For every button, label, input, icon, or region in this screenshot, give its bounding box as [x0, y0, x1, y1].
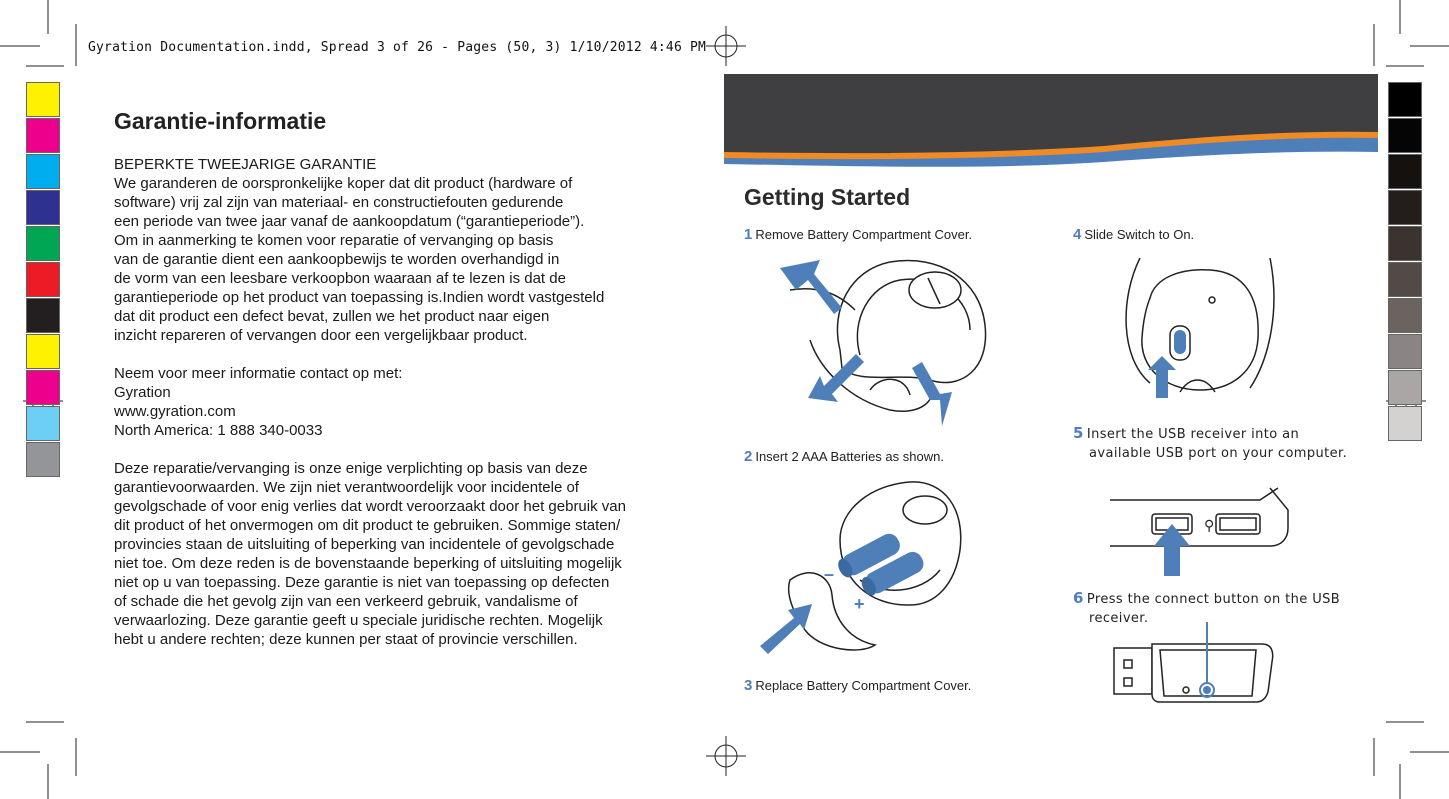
- print-slug: Gyration Documentation.indd, Spread 3 of 26 - Pages (50, 3) 1/10/2012 4:46 PM: [88, 40, 707, 55]
- color-swatch: [1388, 298, 1422, 333]
- text-line: hebt u andere rechten; deze kunnen per staat of provincie verschillen.: [114, 631, 578, 648]
- warranty-title: Garantie-informatie: [114, 108, 327, 134]
- registration-mark-top: [706, 26, 746, 66]
- color-swatch: [1388, 262, 1422, 297]
- step-5: [1073, 424, 1347, 463]
- color-swatch: [26, 262, 60, 297]
- step-number: 6: [1073, 589, 1084, 607]
- text-line: Gyration: [114, 384, 171, 401]
- text-line: We garanderen de oorspronkelijke koper dat dit product (hardware of: [114, 175, 573, 192]
- text-line: of schade die het gevolg zijn van een verkeerd gebruik, vandalisme of: [114, 593, 578, 610]
- slide-switch-illustration: [1120, 258, 1280, 398]
- step-text: Insert 2 AAA Batteries as shown.: [755, 449, 944, 464]
- usb-receiver-illustration: [1112, 622, 1282, 706]
- text-line: BEPERKTE TWEEJARIGE GARANTIE: [114, 156, 377, 173]
- color-swatch: [26, 406, 60, 441]
- header-banner: [724, 74, 1378, 184]
- step-text: Press the connect button on the USB: [1086, 592, 1341, 607]
- text-line: gevolgschade of voor enig verlies dat wordt veroorzaakt door het gebruik van: [114, 498, 626, 515]
- color-swatch: [1388, 154, 1422, 189]
- step-text: Remove Battery Compartment Cover.: [755, 227, 973, 242]
- warranty-body: [114, 155, 694, 649]
- liability-paragraph: [114, 459, 694, 649]
- usb-icon: ⚲: [1204, 518, 1215, 534]
- remove-cover-illustration: [780, 250, 1020, 430]
- color-swatch: [26, 118, 60, 153]
- color-swatch: [1388, 334, 1422, 369]
- step-number: 4: [1073, 226, 1082, 243]
- text-line: Neem voor meer informatie contact op met:: [114, 365, 403, 382]
- color-swatch: [26, 226, 60, 261]
- text-line: software) vrij zal zijn van materiaal- en constructiefouten gedurende: [114, 194, 564, 211]
- step-text: Replace Battery Compartment Cover.: [755, 678, 972, 693]
- text-line: North America: 1 888 340-0033: [114, 422, 323, 439]
- text-line: niet op u van toepassing. Deze garantie is niet van toepassing op defecten: [114, 574, 610, 591]
- step-1: [744, 226, 972, 244]
- step-2: [744, 448, 944, 466]
- color-swatch: [1388, 118, 1422, 153]
- grayscale-bar-right: [1388, 82, 1422, 441]
- color-swatch: [26, 334, 60, 369]
- text-line: www.gyration.com: [114, 403, 236, 420]
- battery-plus-label: +: [854, 594, 865, 614]
- color-swatch: [26, 370, 60, 405]
- step-number: 5: [1073, 424, 1084, 442]
- color-bar-left: [26, 82, 60, 477]
- text-line: verwaarlozing. Deze garantie geeft u speciale juridische rechten. Mogelijk: [114, 612, 603, 629]
- arrow-icon: [760, 604, 812, 654]
- color-swatch: [1388, 370, 1422, 405]
- step-4: [1073, 226, 1194, 244]
- insert-batteries-illustration: [760, 470, 970, 670]
- text-line: van de garantie dient een aankoopbewijs te worden overhandigd in: [114, 251, 560, 268]
- step-3: [744, 677, 971, 695]
- step-text: Insert the USB receiver into an: [1086, 427, 1300, 442]
- step-text-continued: receiver.: [1089, 611, 1149, 626]
- getting-started-title: Getting Started: [744, 184, 911, 210]
- contact-paragraph: [114, 364, 694, 440]
- color-swatch: [1388, 226, 1422, 261]
- step-number: 2: [744, 448, 753, 465]
- text-line: dit product of het onvermogen om dit product te gebruiken. Sommige staten/: [114, 517, 621, 534]
- step-number: 3: [744, 677, 753, 694]
- color-swatch: [26, 190, 60, 225]
- text-line: de vorm van een leesbare verkoopbon waaraan af te lezen is dat de: [114, 270, 566, 287]
- color-swatch: [1388, 82, 1422, 117]
- warranty-paragraph: [114, 155, 694, 345]
- battery-minus-label: –: [824, 564, 835, 584]
- text-line: dat dit product een defect bevat, zullen we het product naar eigen: [114, 308, 550, 325]
- switch-icon: [1170, 326, 1190, 360]
- color-swatch: [26, 442, 60, 477]
- registration-mark-bottom: [706, 736, 746, 776]
- color-swatch: [26, 298, 60, 333]
- text-line: Om in aanmerking te komen voor reparatie of vervanging op basis: [114, 232, 554, 249]
- text-line: een periode van twee jaar vanaf de aankoopdatum (“garantieperiode”).: [114, 213, 585, 230]
- step-number: 1: [744, 226, 753, 243]
- step-text: Slide Switch to On.: [1084, 227, 1195, 242]
- color-swatch: [26, 154, 60, 189]
- text-line: Deze reparatie/vervanging is onze enige verplichting op basis van deze: [114, 460, 588, 477]
- arrow-icon: [780, 260, 842, 314]
- text-line: niet toe. Om deze reden is de bovenstaande beperking of uitsluiting mogelijk: [114, 555, 622, 572]
- text-line: garantieperiode op het product van toepassing is.Indien wordt vastgesteld: [114, 289, 605, 306]
- step-text-continued: available USB port on your computer.: [1089, 446, 1348, 461]
- usb-port-illustration: [1110, 486, 1300, 576]
- color-swatch: [1388, 406, 1422, 441]
- color-swatch: [26, 82, 60, 117]
- text-line: inzicht repareren of vervangen door een vergelijkbaar product.: [114, 327, 528, 344]
- text-line: provincies staan de uitsluiting of beperking van incidentele of gevolgschade: [114, 536, 615, 553]
- color-swatch: [1388, 190, 1422, 225]
- text-line: garantievoorwaarden. We zijn niet verantwoordelijk voor incidentele of: [114, 479, 579, 496]
